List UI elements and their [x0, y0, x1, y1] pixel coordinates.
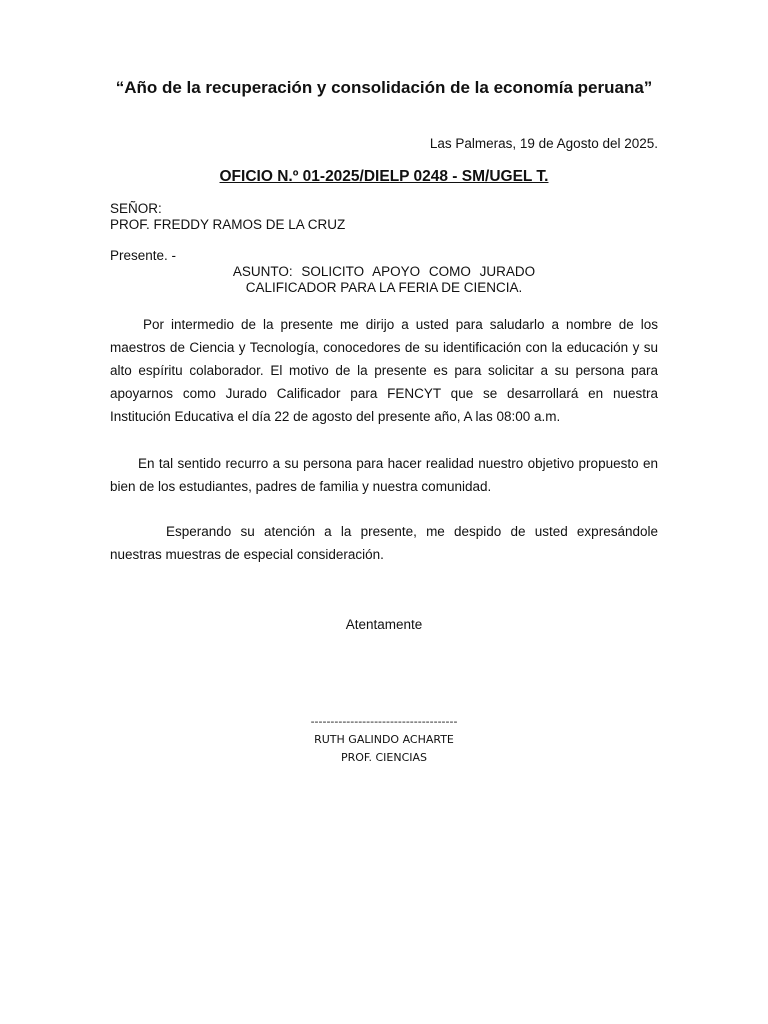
recipient-name: PROF. FREDDY RAMOS DE LA CRUZ — [110, 217, 346, 232]
body-paragraph-2: En tal sentido recurro a su persona para hacer realidad nuestro objetivo propuesto en bien de los estudiantes, padres de familia y nuestra comunidad. — [110, 456, 658, 494]
signature-line: ------------------------------------- — [310, 715, 458, 728]
oficio-number: OFICIO N.º 01-2025/DIELP 0248 - SM/UGEL T. — [219, 168, 549, 185]
body-paragraph-3: Esperando su atención a la presente, me despido de usted expresándole nuestras muestras de especial consideración. — [110, 524, 658, 562]
asunto-line-2: CALIFICADOR PARA LA FERIA DE CIENCIA. — [245, 280, 523, 295]
asunto-block — [200, 264, 568, 296]
date-line: Las Palmeras, 19 de Agosto del 2025. — [429, 136, 658, 151]
signature-name: RUTH GALINDO ACHARTE — [314, 733, 454, 746]
closing-text: Atentamente — [345, 617, 423, 632]
presente-line: Presente. - — [110, 248, 177, 263]
recipient-salutation: SEÑOR: — [110, 201, 162, 216]
body-paragraph-1: Por intermedio de la presente me dirijo a usted para saludarlo a nombre de los maestros de Ciencia y Tecnología, conocedores de su identificación con la educación y su alto espíritu colaborador. El motivo de la presente es para solicitar a su persona para apoyarnos como Jurado Calificador para FENCYT que se desarrollará en nuestra Institución Educativa el día 22 de agosto del presente año, A las 08:00 a.m. — [110, 317, 658, 424]
signature-role: PROF. CIENCIAS — [340, 751, 428, 764]
asunto-line-1: ASUNTO: SOLICITO APOYO COMO JURADO — [232, 264, 536, 279]
document-title: “Año de la recuperación y consolidación de la economía peruana” — [115, 78, 653, 97]
